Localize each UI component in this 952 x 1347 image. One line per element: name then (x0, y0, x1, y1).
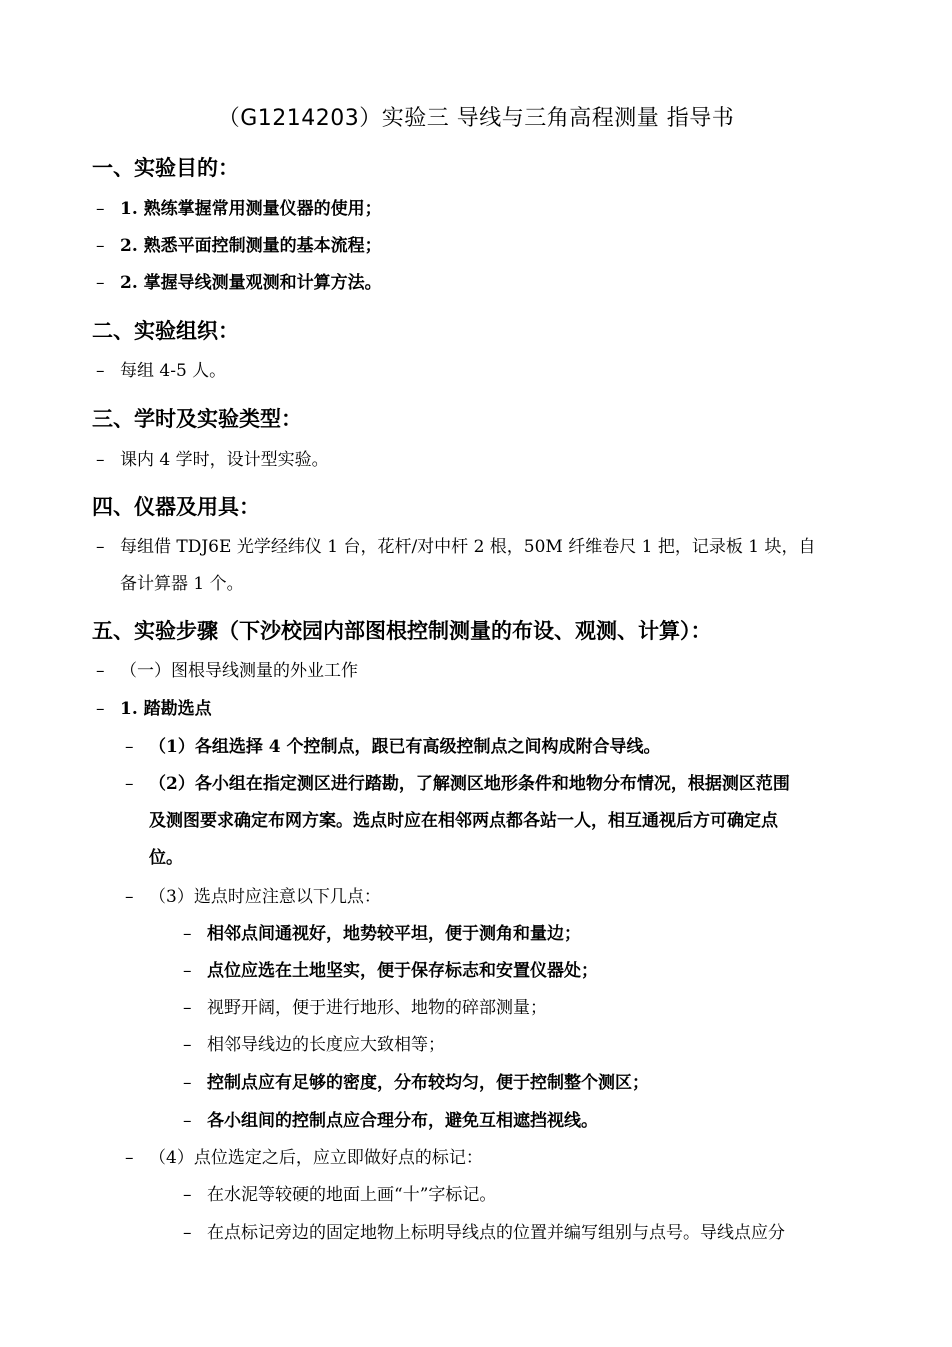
list-item-text: 每组 4-5 人。 (120, 361, 227, 381)
dash-bullet: – (96, 273, 105, 293)
dash-bullet: – (125, 1148, 134, 1168)
list-item-text: 控制点应有足够的密度，分布较均匀，便于控制整个测区； (207, 1073, 649, 1093)
list-item-continuation: 及测图要求确定布网方案。选点时应在相邻两点都各站一人，相互通视后方可确定点 (149, 811, 778, 831)
dash-bullet: – (96, 450, 105, 470)
dash-bullet: – (183, 961, 192, 981)
list-item-text: 点位应选在土地坚实，便于保存标志和安置仪器处； (207, 961, 598, 981)
dash-bullet: – (96, 537, 105, 557)
dash-bullet: – (183, 998, 192, 1018)
list-item-text: （2）各小组在指定测区进行踏勘，了解测区地形条件和地物分布情况，根据测区范围 (149, 774, 790, 794)
list-item-text: 在点标记旁边的固定地物上标明导线点的位置并编写组别与点号。导线点应分 (207, 1223, 785, 1243)
dash-bullet: – (96, 699, 105, 719)
list-item-text: 各小组间的控制点应合理分布，避免互相遮挡视线。 (207, 1111, 598, 1131)
list-item-text: 在水泥等较硬的地面上画“十”字标记。 (207, 1185, 497, 1205)
section-heading-hours: 三、学时及实验类型： (92, 407, 302, 431)
list-item-continuation: 备计算器 1 个。 (120, 574, 244, 594)
dash-bullet: – (125, 887, 134, 907)
document-title: （G1214203）实验三 导线与三角高程测量 指导书 (217, 106, 735, 131)
dash-bullet: – (183, 924, 192, 944)
list-item-text: （4）点位选定之后，应立即做好点的标记： (149, 1148, 483, 1168)
list-item-text: （3）选点时应注意以下几点： (149, 887, 381, 907)
dash-bullet: – (183, 1185, 192, 1205)
dash-bullet: – (183, 1035, 192, 1055)
section-heading-steps: 五、实验步骤（下沙校园内部图根控制测量的布设、观测、计算）： (92, 619, 712, 643)
dash-bullet: – (96, 236, 105, 256)
list-item-text: （一）图根导线测量的外业工作 (120, 661, 358, 681)
section-heading-objectives: 一、实验目的： (92, 156, 239, 180)
list-item-text: 相邻点间通视好，地势较平坦，便于测角和量边； (207, 924, 581, 944)
list-item-continuation: 位。 (149, 848, 183, 868)
dash-bullet: – (125, 737, 134, 757)
dash-bullet: – (183, 1111, 192, 1131)
list-item-text: （1）各组选择 4 个控制点，跟已有高级控制点之间构成附合导线。 (149, 737, 661, 757)
dash-bullet: – (96, 361, 105, 381)
list-item-text: 视野开阔，便于进行地形、地物的碎部测量； (207, 998, 547, 1018)
dash-bullet: – (125, 774, 134, 794)
list-item-text: 2. 熟悉平面控制测量的基本流程； (120, 236, 382, 256)
list-item-text: 1. 熟练掌握常用测量仪器的使用； (120, 199, 382, 219)
list-item-text: 2. 掌握导线测量观测和计算方法。 (120, 273, 382, 293)
dash-bullet: – (183, 1223, 192, 1243)
list-item-text: 课内 4 学时，设计型实验。 (120, 450, 329, 470)
list-item-text: 相邻导线边的长度应大致相等； (207, 1035, 445, 1055)
list-item-text: 1. 踏勘选点 (120, 699, 212, 719)
dash-bullet: – (183, 1073, 192, 1093)
dash-bullet: – (96, 199, 105, 219)
dash-bullet: – (96, 661, 105, 681)
section-heading-instruments: 四、仪器及用具： (92, 495, 260, 519)
section-heading-organization: 二、实验组织： (92, 319, 239, 343)
list-item-text: 每组借 TDJ6E 光学经纬仪 1 台，花杆/对中杆 2 根，50M 纤维卷尺 1 把，记录板 1 块，自 (120, 537, 816, 557)
